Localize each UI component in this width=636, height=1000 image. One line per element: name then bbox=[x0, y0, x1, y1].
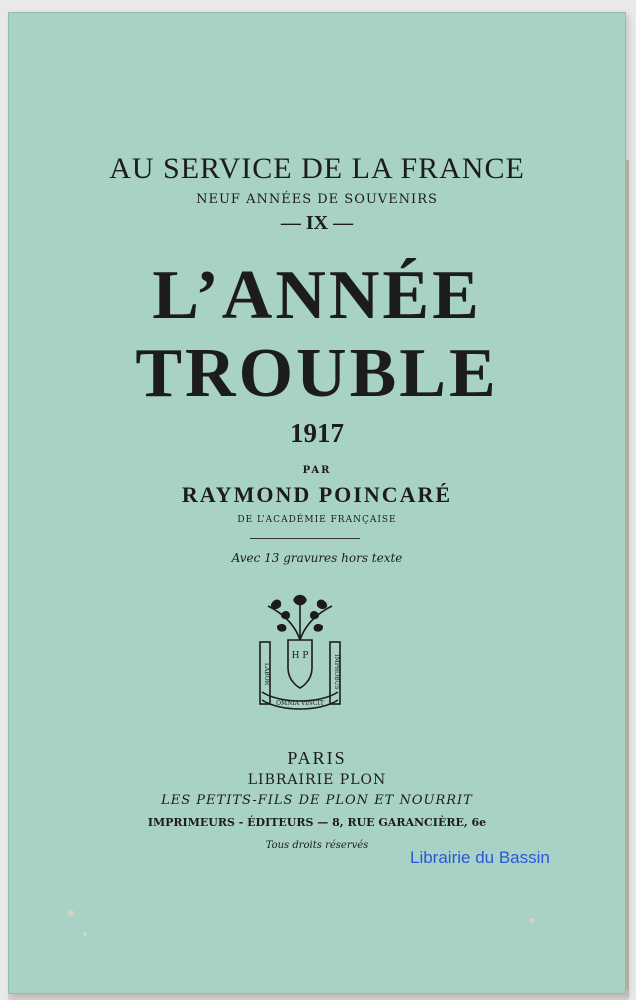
paper-speck bbox=[530, 918, 535, 923]
book-cover bbox=[8, 12, 626, 994]
publisher-name: LIBRAIRIE PLON bbox=[247, 772, 387, 788]
rights-notice: Tous droits réservés bbox=[265, 840, 369, 851]
volume-number: — IX — bbox=[280, 212, 354, 234]
publisher-imprint: LES PETITS-FILS DE PLON ET NOURRIT bbox=[161, 793, 473, 808]
book-year: 1917 bbox=[290, 418, 344, 448]
mark-monogram: H P bbox=[291, 651, 309, 661]
book-title-line-1: L’ANNÉE bbox=[152, 257, 482, 334]
publisher-address: IMPRIMEURS - ÉDITEURS — 8, RUE GARANCIÈRE, 6e bbox=[147, 816, 487, 829]
paper-speck bbox=[68, 910, 74, 916]
illustrations-note: Avec 13 gravures hors texte bbox=[231, 551, 403, 565]
series-subtitle: NEUF ANNÉES DE SOUVENIRS bbox=[196, 192, 438, 207]
watermark-label: Librairie du Bassin bbox=[410, 848, 550, 867]
author-name: RAYMOND POINCARÉ bbox=[181, 482, 453, 507]
by-label: PAR bbox=[302, 465, 332, 476]
mark-motto-left: LABOR bbox=[263, 662, 270, 686]
printer-mark-emblem bbox=[250, 592, 350, 712]
series-title: AU SERVICE DE LA FRANCE bbox=[109, 152, 525, 185]
mark-motto-right: IMPROBUS bbox=[333, 654, 340, 690]
divider-rule bbox=[250, 538, 360, 539]
publisher-city: PARIS bbox=[287, 748, 347, 768]
paper-speck bbox=[83, 932, 87, 936]
book-title-line-2: TROUBLE bbox=[135, 335, 499, 412]
mark-motto-bottom: OMNIA VINCIT bbox=[276, 700, 324, 707]
author-affiliation: DE L’ACADÉMIE FRANÇAISE bbox=[237, 515, 397, 525]
